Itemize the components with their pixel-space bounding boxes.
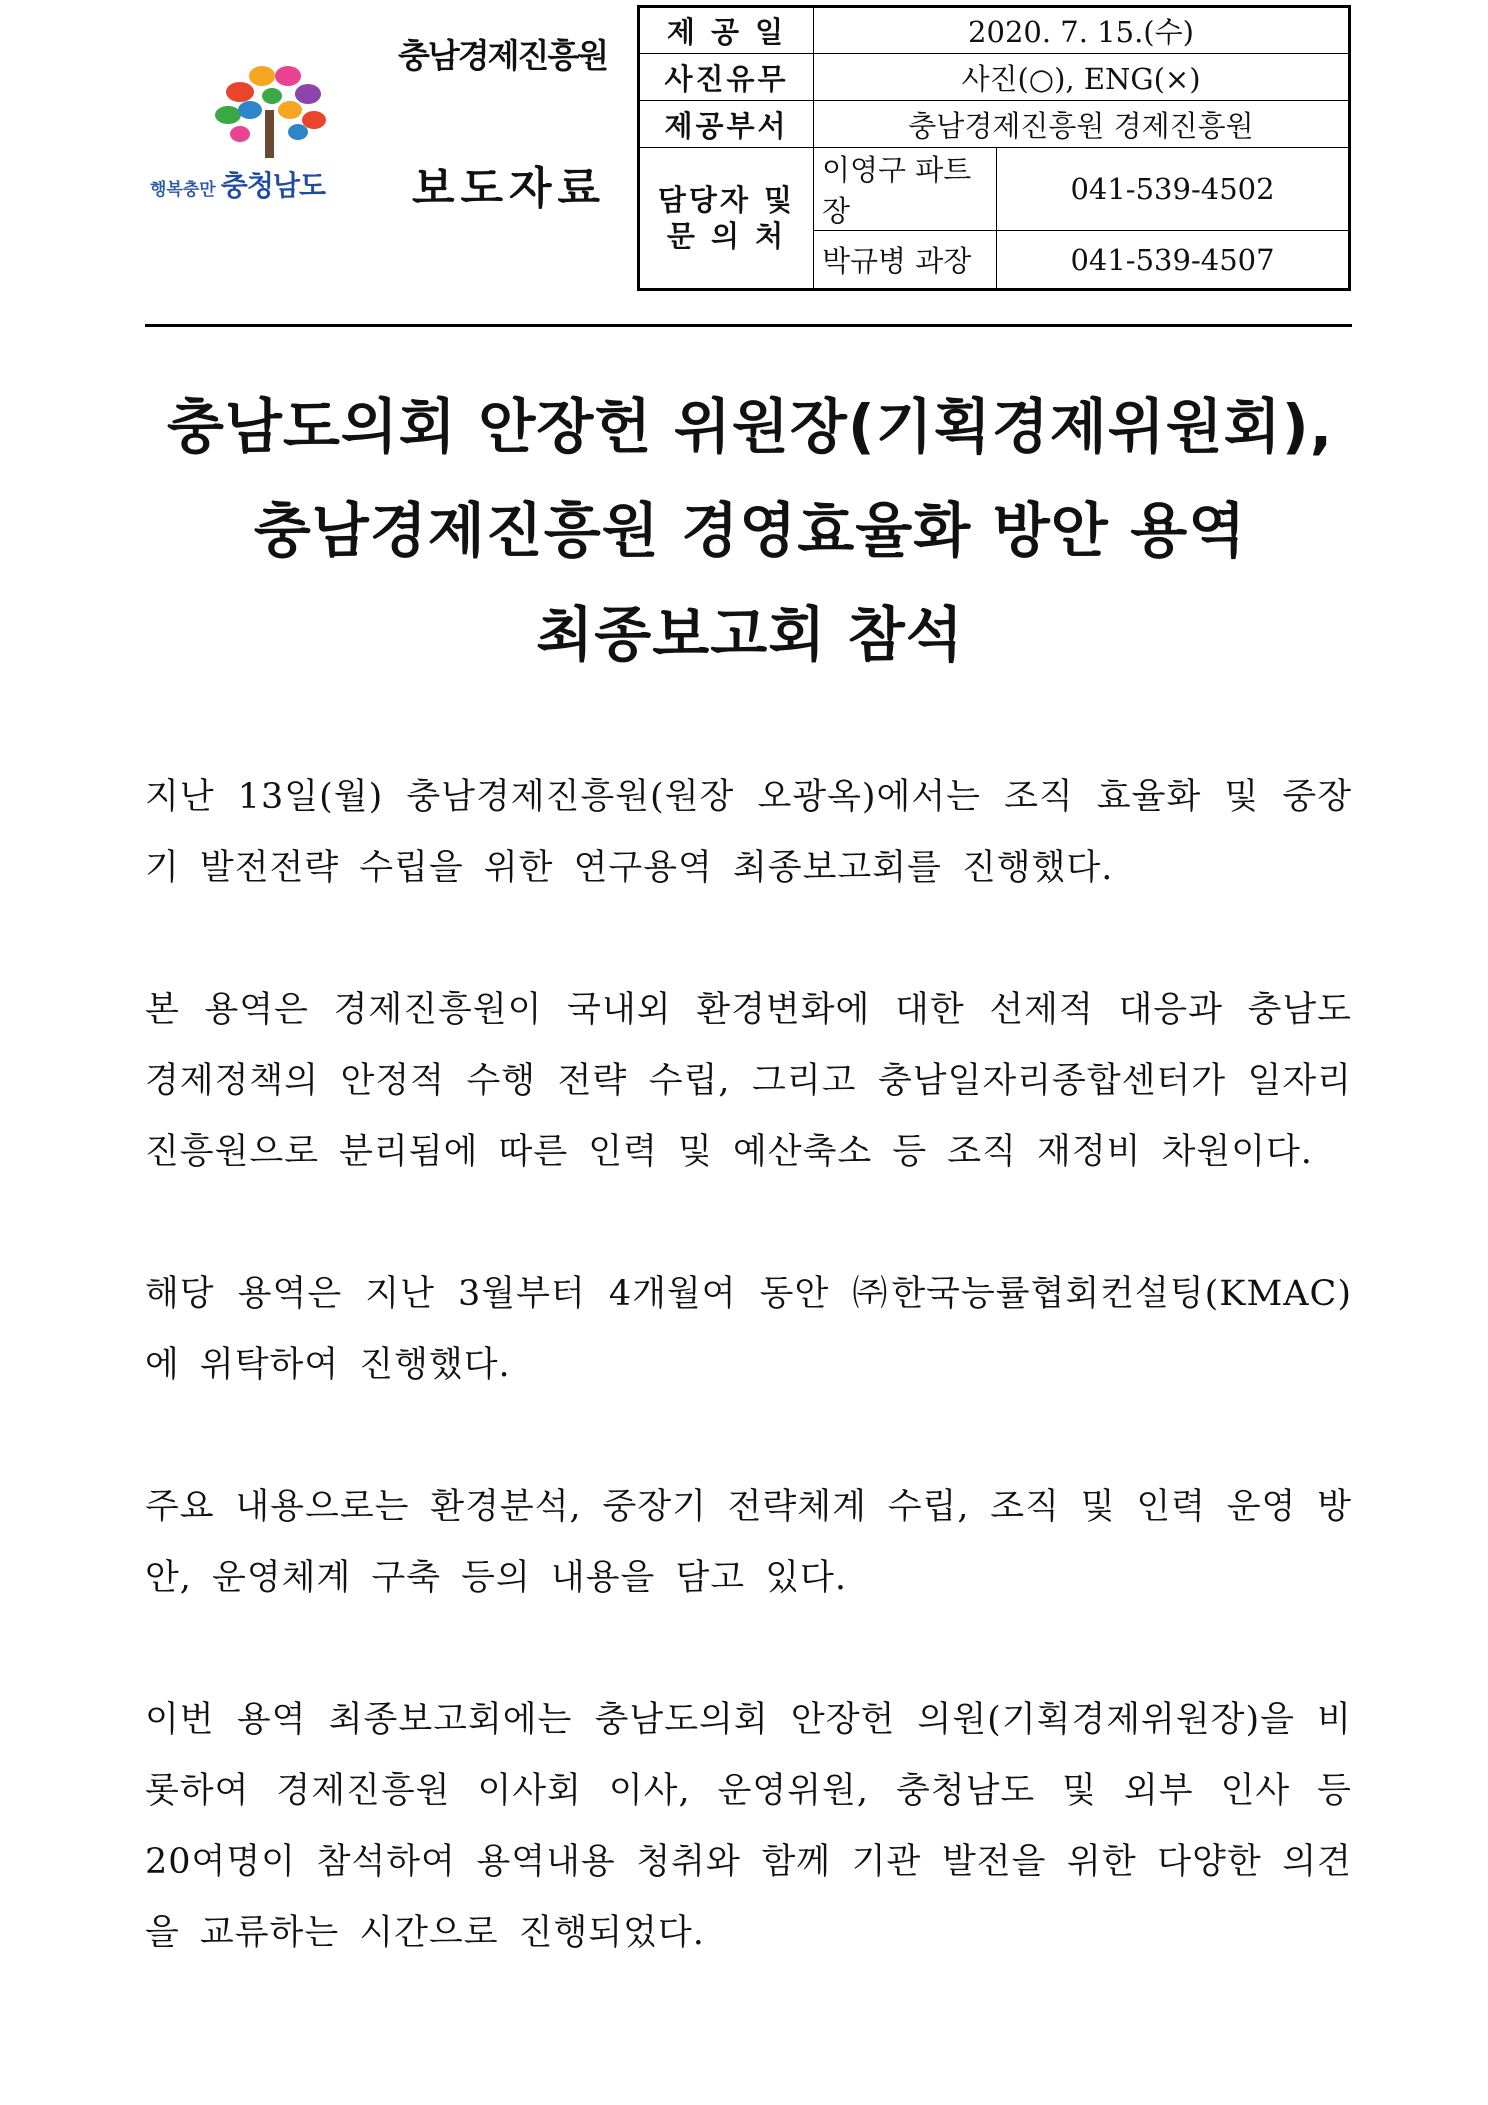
doc-type-title: 보도자료 (412, 163, 607, 214)
logo-leaf (215, 106, 241, 124)
logo-leaf (278, 101, 302, 119)
photo-label: 사진유무 (639, 54, 814, 101)
logo-leaf (288, 124, 308, 140)
contact-phone: 041-539-4502 (997, 148, 1350, 231)
logo-trunk (265, 110, 274, 158)
logo-region: 충청남도 (220, 169, 325, 202)
press-info-table (637, 5, 1351, 291)
contact-label-line2: 문 의 처 (666, 219, 787, 253)
logo-leaf (302, 111, 326, 129)
body-paragraph: 주요 내용으로는 환경분석, 중장기 전략체계 수립, 조직 및 인력 운영 방안, 운영체계 구축 등의 내용을 담고 있다. (145, 1487, 1352, 1598)
contact-name: 박규병 과장 (814, 231, 997, 290)
body-paragraph: 해당 용역은 지난 3월부터 4개월여 동안 ㈜한국능률협회컨설팅(KMAC)에 위탁하여 진행했다. (145, 1274, 1352, 1385)
dept-value: 충남경제진흥원 경제진흥원 (814, 101, 1350, 148)
logo-leaf (295, 84, 321, 104)
contact-label (639, 148, 814, 290)
logo-leaf (262, 88, 282, 104)
contact-phone: 041-539-4507 (997, 231, 1350, 290)
logo-leaf (249, 66, 275, 86)
logo-leaf (230, 126, 250, 142)
table-row (639, 148, 1350, 231)
table-row (639, 101, 1350, 148)
date-value: 2020. 7. 15.(수) (814, 7, 1350, 54)
body-paragraph: 이번 용역 최종보고회에는 충남도의회 안장헌 의원(기획경제위원장)을 비롯하여 경제진흥원 이사회 이사, 운영위원, 충청남도 및 외부 인사 등 20여명이 참석하여 용역내용 청취와 함께 기관 발전을 위한 다양한 의견을 교류하는 시간으로 진행되었다. (145, 1700, 1352, 1953)
logo-leaf (275, 66, 301, 86)
photo-value: 사진(○), ENG(×) (814, 54, 1350, 101)
table-row (639, 54, 1350, 101)
date-label: 제 공 일 (639, 7, 814, 54)
dept-label: 제공부서 (639, 101, 814, 148)
article-body (145, 762, 1352, 2040)
headline-line-1: 충남도의회 안장헌 위원장(기획경제위원회), (166, 392, 1334, 461)
table-row (639, 7, 1350, 54)
logo-leaf (226, 82, 254, 102)
tree-logo-icon (210, 60, 330, 160)
org-name: 충남경제진흥원 (398, 36, 608, 75)
logo-leaf (238, 101, 262, 119)
header-divider (145, 324, 1352, 327)
headline (100, 375, 1400, 687)
logo-slogan: 행복충만 (150, 180, 216, 200)
body-paragraph: 지난 13일(월) 충남경제진흥원(원장 오광옥)에서는 조직 효율화 및 중장기 발전전략 수립을 위한 연구용역 최종보고회를 진행했다. (145, 777, 1352, 888)
contact-label-line1: 담당자 및 (657, 183, 796, 217)
body-paragraph: 본 용역은 경제진흥원이 국내외 환경변화에 대한 선제적 대응과 충남도 경제정책의 안정적 수행 전략 수립, 그리고 충남일자리종합센터가 일자리진흥원으로 분리됨에 따른 인력 및 예산축소 등 조직 재정비 차원이다. (145, 990, 1352, 1172)
headline-line-3: 최종보고회 참석 (536, 600, 964, 669)
contact-name: 이영구 파트장 (814, 148, 997, 231)
logo-text (150, 164, 380, 204)
chungnam-logo (150, 60, 380, 210)
headline-line-2: 충남경제진흥원 경영효율화 방안 용역 (253, 496, 1247, 565)
